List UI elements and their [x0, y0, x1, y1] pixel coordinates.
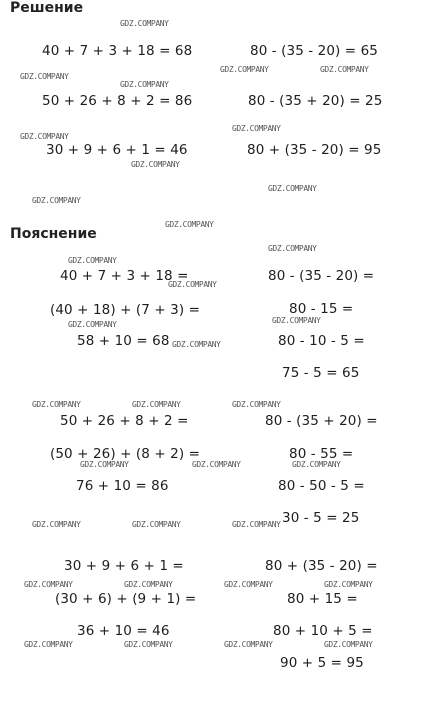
watermark: GDZ.COMPANY: [32, 400, 81, 409]
solution-equation: 80 - (35 - 20) = 65: [250, 43, 378, 59]
watermark: GDZ.COMPANY: [20, 72, 69, 81]
explanation-step: 75 - 5 = 65: [282, 365, 360, 381]
explanation-step: (40 + 18) + (7 + 3) =: [50, 302, 200, 318]
solution-equation: 50 + 26 + 8 + 2 = 86: [42, 93, 193, 109]
watermark: GDZ.COMPANY: [120, 19, 169, 28]
watermark: GDZ.COMPANY: [24, 580, 73, 589]
watermark: GDZ.COMPANY: [168, 280, 217, 289]
watermark: GDZ.COMPANY: [124, 640, 173, 649]
watermark: GDZ.COMPANY: [320, 65, 369, 74]
explanation-step: 80 - (35 - 20) =: [268, 268, 375, 284]
watermark: GDZ.COMPANY: [132, 520, 181, 529]
explanation-step: 30 + 9 + 6 + 1 =: [64, 558, 184, 574]
explanation-heading: Пояснение: [10, 226, 97, 242]
explanation-step: 90 + 5 = 95: [280, 655, 364, 671]
watermark: GDZ.COMPANY: [224, 640, 273, 649]
explanation-step: 80 - 15 =: [289, 301, 354, 317]
watermark: GDZ.COMPANY: [20, 132, 69, 141]
watermark: GDZ.COMPANY: [232, 520, 281, 529]
solution-equation: 30 + 9 + 6 + 1 = 46: [46, 142, 188, 158]
explanation-step: (30 + 6) + (9 + 1) =: [55, 591, 197, 607]
watermark: GDZ.COMPANY: [220, 65, 269, 74]
watermark: GDZ.COMPANY: [132, 400, 181, 409]
watermark: GDZ.COMPANY: [232, 124, 281, 133]
explanation-step: 58 + 10 = 68: [77, 333, 170, 349]
explanation-step: 80 - 10 - 5 =: [278, 333, 365, 349]
solution-equation: 80 + (35 - 20) = 95: [247, 142, 382, 158]
explanation-step: 36 + 10 = 46: [77, 623, 170, 639]
watermark: GDZ.COMPANY: [68, 320, 117, 329]
watermark: GDZ.COMPANY: [32, 520, 81, 529]
watermark: GDZ.COMPANY: [120, 80, 169, 89]
explanation-step: 76 + 10 = 86: [76, 478, 169, 494]
watermark: GDZ.COMPANY: [324, 640, 373, 649]
explanation-step: 30 - 5 = 25: [282, 510, 360, 526]
watermark: GDZ.COMPANY: [24, 640, 73, 649]
explanation-step: 80 + (35 - 20) =: [265, 558, 378, 574]
watermark: GDZ.COMPANY: [292, 460, 341, 469]
solution-equation: 40 + 7 + 3 + 18 = 68: [42, 43, 193, 59]
watermark: GDZ.COMPANY: [232, 400, 281, 409]
watermark: GDZ.COMPANY: [165, 220, 214, 229]
explanation-step: 80 + 10 + 5 =: [273, 623, 373, 639]
explanation-step: 80 + 15 =: [287, 591, 358, 607]
watermark: GDZ.COMPANY: [131, 160, 180, 169]
explanation-step: 80 - 55 =: [289, 446, 354, 462]
watermark: GDZ.COMPANY: [68, 256, 117, 265]
watermark: GDZ.COMPANY: [192, 460, 241, 469]
watermark: GDZ.COMPANY: [172, 340, 221, 349]
watermark: GDZ.COMPANY: [324, 580, 373, 589]
explanation-step: 80 - 50 - 5 =: [278, 478, 365, 494]
explanation-step: 80 - (35 + 20) =: [265, 413, 378, 429]
explanation-step: (50 + 26) + (8 + 2) =: [50, 446, 200, 462]
solution-equation: 80 - (35 + 20) = 25: [248, 93, 383, 109]
watermark: GDZ.COMPANY: [268, 184, 317, 193]
explanation-step: 50 + 26 + 8 + 2 =: [60, 413, 189, 429]
watermark: GDZ.COMPANY: [80, 460, 129, 469]
watermark: GDZ.COMPANY: [272, 316, 321, 325]
solution-heading: Решение: [10, 0, 84, 16]
watermark: GDZ.COMPANY: [268, 244, 317, 253]
watermark: GDZ.COMPANY: [224, 580, 273, 589]
explanation-step: 40 + 7 + 3 + 18 =: [60, 268, 189, 284]
watermark: GDZ.COMPANY: [124, 580, 173, 589]
watermark: GDZ.COMPANY: [32, 196, 81, 205]
